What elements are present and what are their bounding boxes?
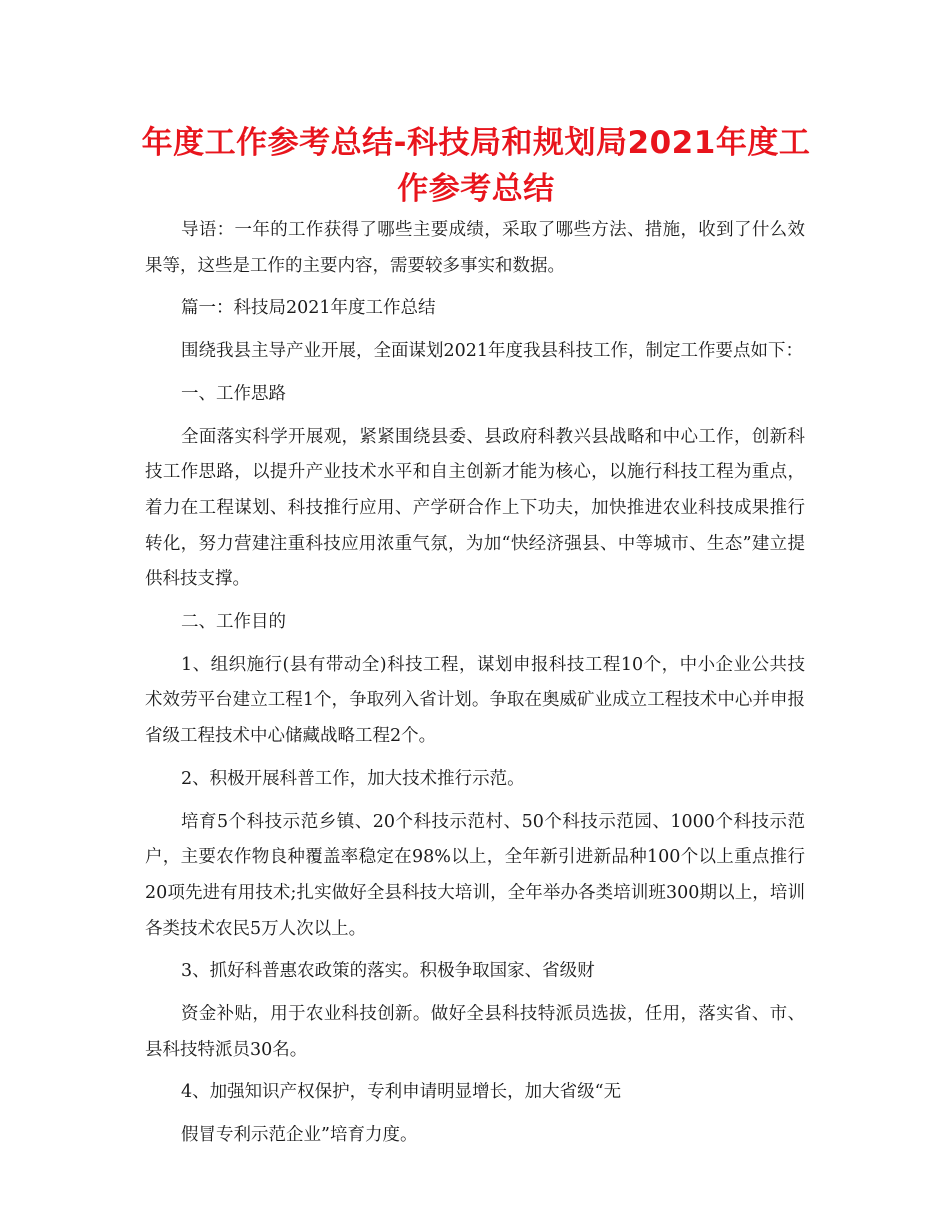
body-paragraph: 围绕我县主导产业开展，全面谋划2021年度我县科技工作，制定工作要点如下： xyxy=(181,341,804,362)
body-paragraph: 1、组织施行(县有带动全)科技工程，谋划申报科技工程10个，中小企业公共技术效劳平台建立工程1个，争取列入省计划。争取在奥威矿业成立工程技术中心并申报省级工程技术中心储藏战略工程2个。 xyxy=(145,654,805,747)
document-body xyxy=(145,213,805,1161)
body-paragraph: 培育5个科技示范乡镇、20个科技示范村、50个科技示范园、1000个科技示范户，主要农作物良种覆盖率稳定在98%以上，全年新引进新品种100个以上重点推行20项先进有用技术;扎实做好全县科技大培训，全年举办各类培训班300期以上，培训各类技术农民5万人次以上。 xyxy=(145,811,805,939)
body-paragraph: 全面落实科学开展观，紧紧围绕县委、县政府科教兴县战略和中心工作，创新科技工作思路，以提升产业技术水平和自主创新才能为核心，以施行科技工程为重点，着力在工程谋划、科技推行应用、产学研合作上下功夫，加快推进农业科技成果推行转化，努力营建注重科技应用浓重气氛，为加“快经济强县、中等城市、生态”建立提供科技支撑。 xyxy=(145,426,805,590)
body-paragraph: 2、积极开展科普工作，加大技术推行示范。 xyxy=(181,768,525,789)
body-paragraph: 4、加强知识产权保护，专利申请明显增长，加大省级“无 xyxy=(181,1082,622,1103)
body-paragraph: 3、抓好科普惠农政策的落实。积极争取国家、省级财 xyxy=(181,961,595,982)
body-paragraph: 假冒专利示范企业”培育力度。 xyxy=(181,1125,418,1146)
body-paragraph: 二、工作目的 xyxy=(181,612,286,633)
page-title: 年度工作参考总结-科技局和规划局2021年度工作参考总结 xyxy=(141,125,811,207)
body-paragraph: 一、工作思路 xyxy=(181,383,286,404)
body-paragraph: 资金补贴，用于农业科技创新。做好全县科技特派员选拔，任用，落实省、市、县科技特派员30名。 xyxy=(145,1004,805,1060)
body-paragraph: 导语：一年的工作获得了哪些主要成绩，采取了哪些方法、措施，收到了什么效果等，这些是工作的主要内容，需要较多事实和数据。 xyxy=(145,220,805,276)
body-paragraph: 篇一：科技局2021年度工作总结 xyxy=(181,298,436,319)
